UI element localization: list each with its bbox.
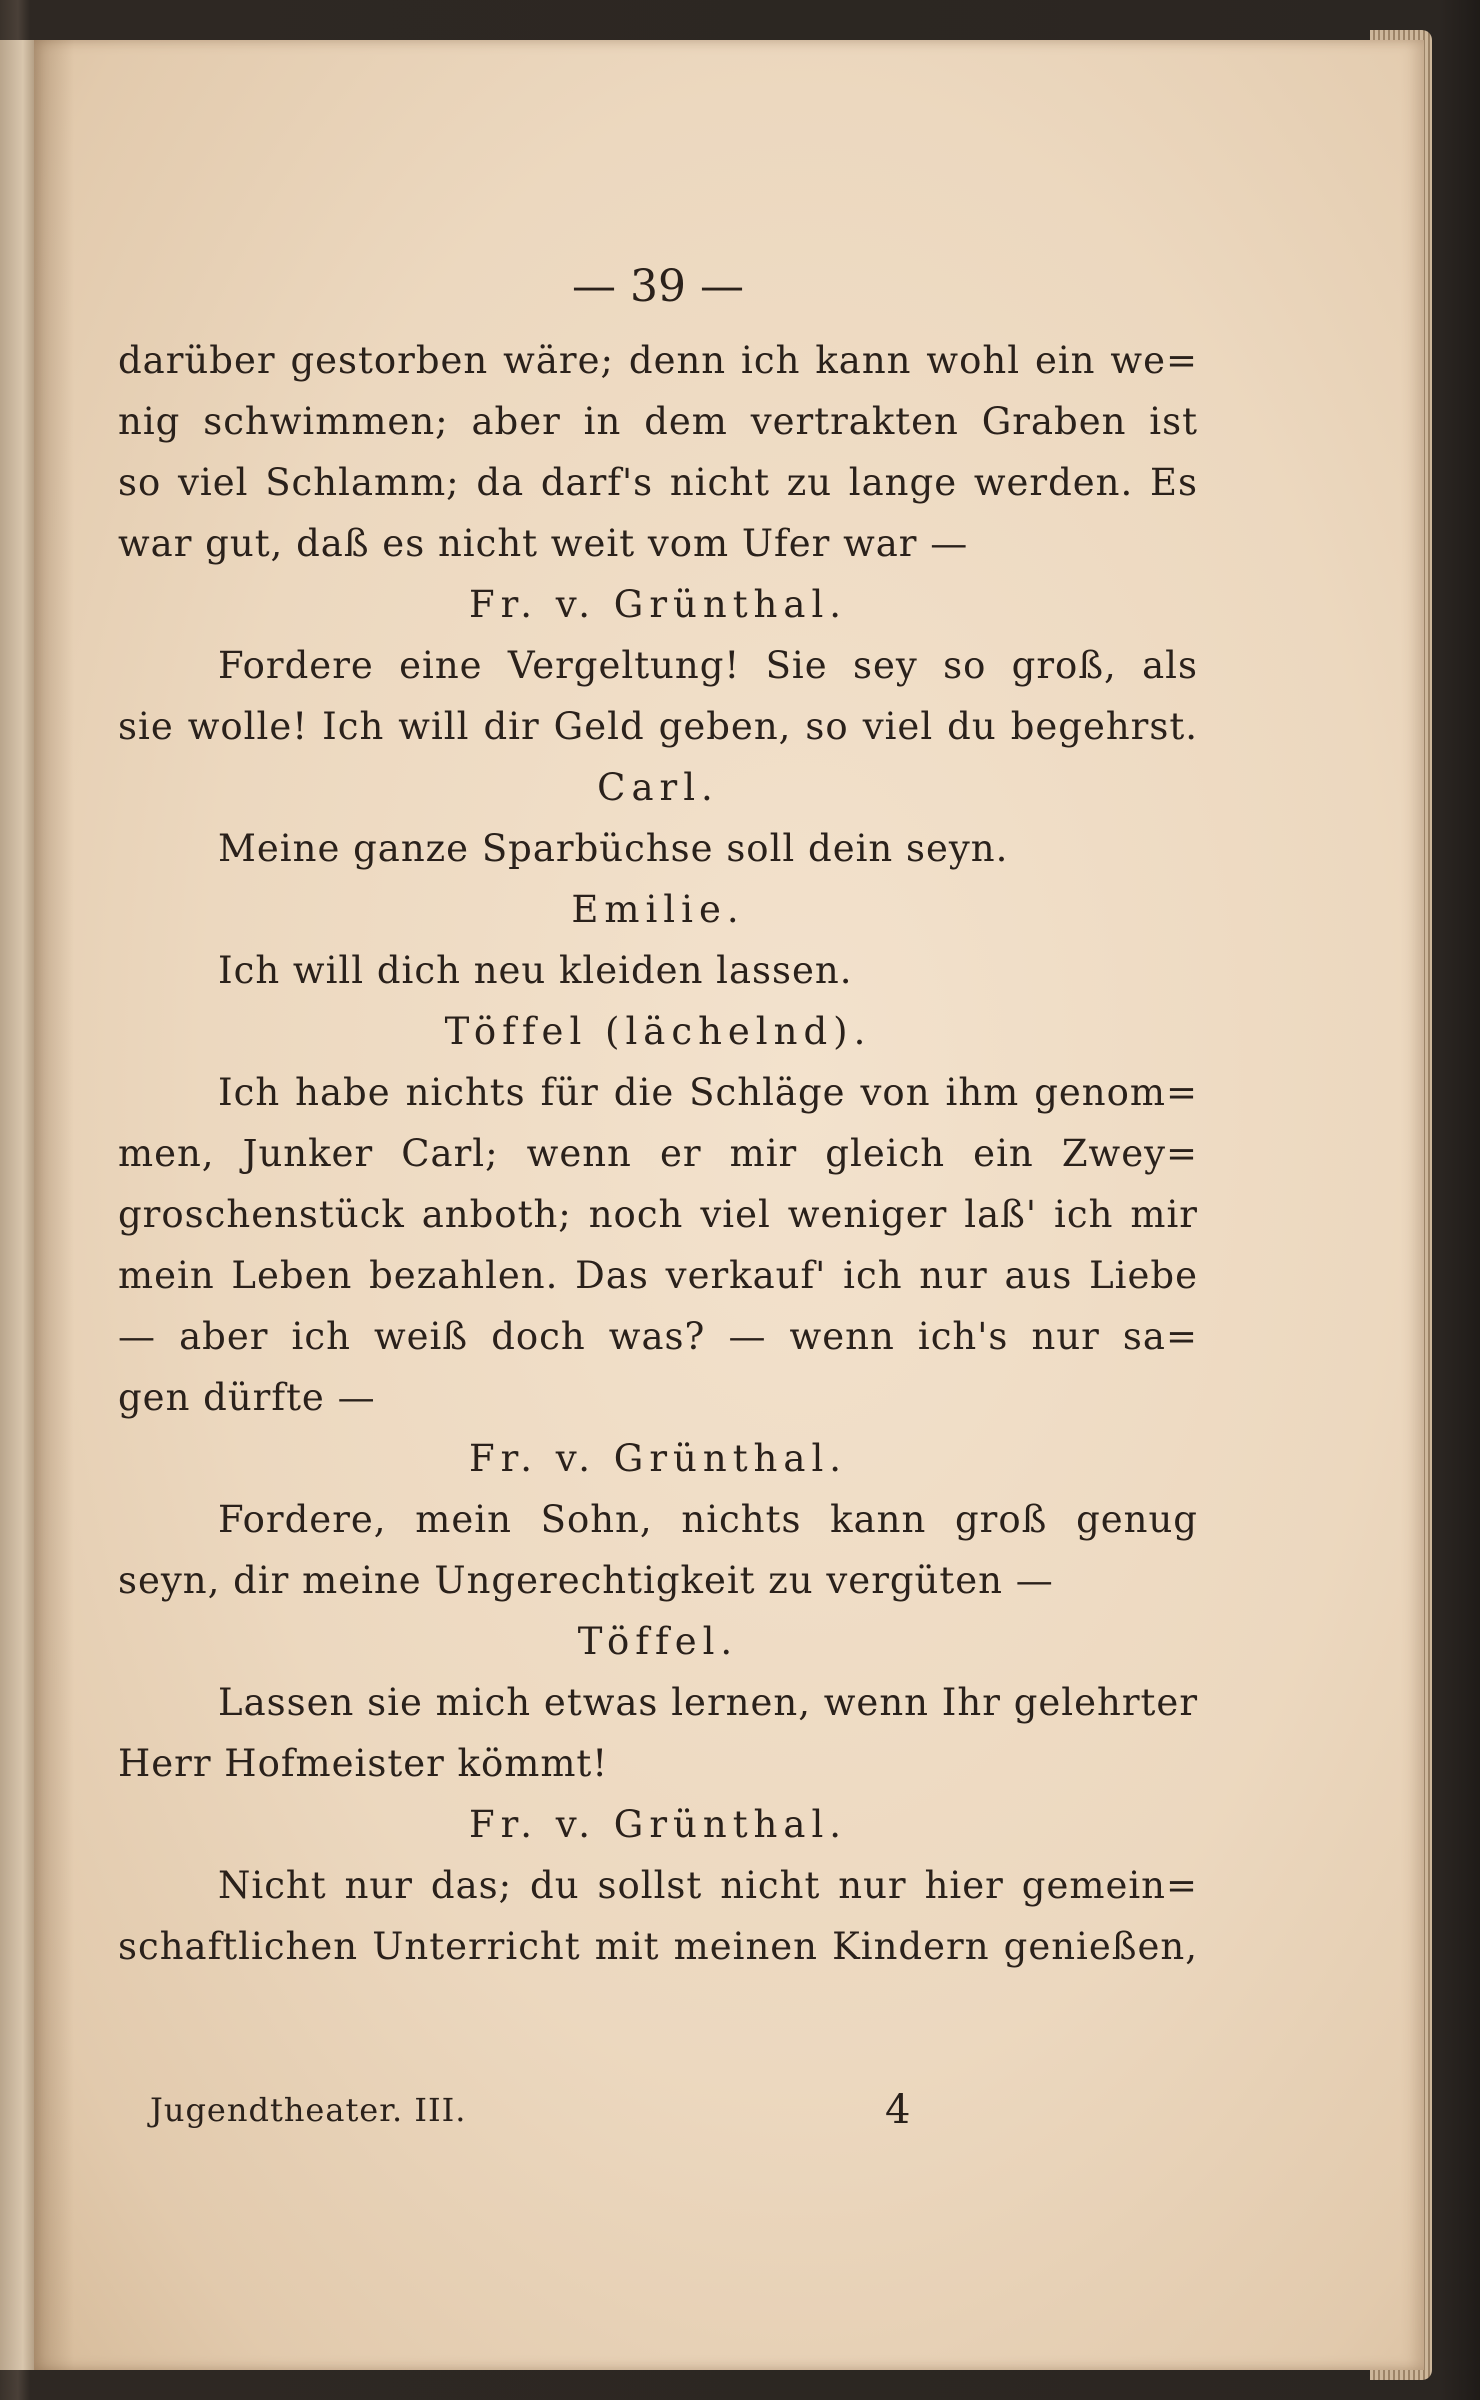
text-line: Nicht nur das; du sollst nicht nur hier gemein= <box>218 1864 1198 1907</box>
text-line: Fordere eine Vergeltung! Sie sey so groß, als <box>218 644 1198 687</box>
text-line: so viel Schlamm; da darf's nicht zu lange werden. Es <box>118 461 1198 504</box>
text-line: sie wolle! Ich will dir Geld geben, so viel du begehrst. <box>118 705 1198 748</box>
text-line: Lassen sie mich etwas lernen, wenn Ihr gelehrter <box>218 1681 1198 1724</box>
speaker-name: Emilie. <box>571 888 745 931</box>
signature-mark: Jugendtheater. III. <box>150 2091 467 2129</box>
page-footer <box>150 2080 1200 2140</box>
signature-number: 4 <box>885 2087 911 2133</box>
speaker-name: Carl. <box>597 766 719 809</box>
text-line: Meine ganze Sparbüchse soll dein seyn. <box>218 827 1009 870</box>
text-line: men, Junker Carl; wenn er mir gleich ein Zwey= <box>118 1132 1198 1175</box>
text-line: darüber gestorben wäre; denn ich kann wohl ein we= <box>118 339 1198 382</box>
page-number-header: — 39 — <box>572 261 744 312</box>
text-line: seyn, dir meine Ungerechtigkeit zu vergüten — <box>118 1559 1054 1602</box>
text-line: schaftlichen Unterricht mit meinen Kindern genießen, <box>118 1925 1198 1968</box>
body-text <box>118 330 1198 1977</box>
text-line: Herr Hofmeister kömmt! <box>118 1742 609 1785</box>
text-line: Ich will dich neu kleiden lassen. <box>218 949 853 992</box>
text-line: Ich habe nichts für die Schläge von ihm genom= <box>218 1071 1198 1114</box>
text-line: Fordere, mein Sohn, nichts kann groß genug <box>218 1498 1198 1541</box>
speaker-name: Fr. v. Grünthal. <box>468 1437 848 1480</box>
text-line: — aber ich weiß doch was? — wenn ich's nur sa= <box>118 1315 1198 1358</box>
speaker-name: Fr. v. Grünthal. <box>468 1803 848 1846</box>
gutter-shadow <box>34 40 74 2370</box>
speaker-name: Töffel (lächelnd). <box>444 1010 872 1053</box>
text-line: gen dürfte — <box>118 1376 376 1419</box>
text-line: groschenstück anboth; noch viel weniger laß' ich mir <box>118 1193 1198 1236</box>
speaker-name: Töffel. <box>577 1620 739 1663</box>
text-line: nig schwimmen; aber in dem vertrakten Graben ist <box>118 400 1198 443</box>
text-line: war gut, daß es nicht weit vom Ufer war — <box>118 522 969 565</box>
text-line: mein Leben bezahlen. Das verkauf' ich nur aus Liebe <box>118 1254 1198 1297</box>
speaker-name: Fr. v. Grünthal. <box>468 583 848 626</box>
